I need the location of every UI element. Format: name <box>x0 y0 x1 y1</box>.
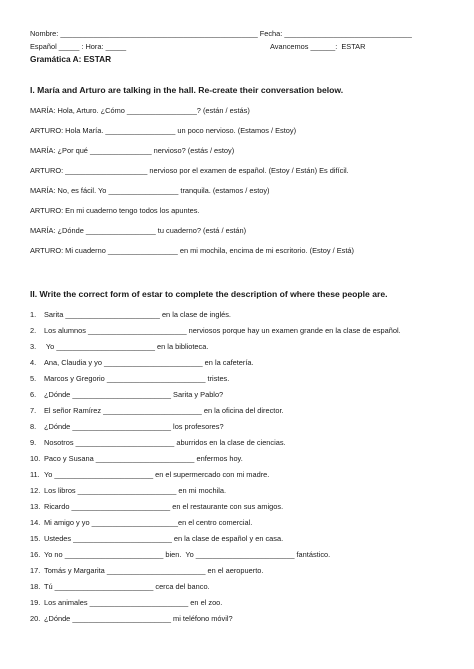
item-text: ¿Dónde ________________________ los profesores? <box>44 422 224 431</box>
item-text: Yo no ________________________ bien. Yo ________________________ fantástico. <box>44 550 331 559</box>
item-text: Los alumnos ________________________ nerviosos porque hay un examen grande en la clase de español. <box>44 326 401 335</box>
dialogue-line: MARÍA: ¿Dónde _________________ tu cuaderno? (está / están) <box>30 226 247 235</box>
item-number: 17. <box>30 566 41 575</box>
name-date-line: Nombre: ________________________________________________ Fecha: _______________________________ <box>30 29 412 38</box>
item-number: 2. <box>30 326 37 335</box>
item-number: 7. <box>30 406 37 415</box>
item-text: Ricardo ________________________ en el restaurante con sus amigos. <box>44 502 284 511</box>
item-text: El señor Ramírez ________________________ en la oficina del director. <box>44 406 284 415</box>
avancemos-line: Avancemos ______: ESTAR <box>270 42 366 51</box>
item-number: 14. <box>30 518 41 527</box>
item-number: 3. <box>30 342 37 351</box>
item-text: Nosotros ________________________ aburridos en la clase de ciencias. <box>44 438 286 447</box>
class-hour-line: Español _____ : Hora: _____ <box>30 42 127 51</box>
item-number: 5. <box>30 374 37 383</box>
dialogue-line: ARTURO: Hola María. _________________ un poco nervioso. (Estamos / Estoy) <box>30 126 297 135</box>
item-number: 6. <box>30 390 37 399</box>
item-text: Ustedes ________________________ en la clase de español y en casa. <box>44 534 284 543</box>
item-text: Paco y Susana ________________________ enfermos hoy. <box>44 454 243 463</box>
item-number: 18. <box>30 582 41 591</box>
item-number: 16. <box>30 550 41 559</box>
dialogue-line: MARÍA: ¿Por qué _______________ nervioso? (estás / estoy) <box>30 146 235 155</box>
dialogue-line: ARTURO: En mi cuaderno tengo todos los apuntes. <box>30 206 200 215</box>
item-number: 15. <box>30 534 41 543</box>
item-number: 20. <box>30 614 41 623</box>
item-number: 1. <box>30 310 37 319</box>
item-number: 12. <box>30 486 41 495</box>
worksheet-subtitle: Gramática A: ESTAR <box>30 54 112 64</box>
item-text: Yo ________________________ en la biblioteca. <box>44 342 209 351</box>
item-number: 10. <box>30 454 41 463</box>
dialogue-line: ARTURO: Mi cuaderno _________________ en mi mochila, encima de mi escritorio. (Estoy / Está) <box>30 246 354 255</box>
item-number: 8. <box>30 422 37 431</box>
item-text: Marcos y Gregorio ________________________ tristes. <box>44 374 230 383</box>
item-text: Los animales ________________________ en el zoo. <box>44 598 223 607</box>
item-number: 11. <box>30 470 40 479</box>
dialogue-line: MARÍA: Hola, Arturo. ¿Cómo _________________? (están / estás) <box>30 106 250 115</box>
section-1-title: I. María and Arturo are talking in the hall. Re-create their conversation below. <box>30 85 344 95</box>
dialogue-line: ARTURO: ____________________ nervioso por el examen de español. (Estoy / Están) Es difícil. <box>30 166 349 175</box>
item-text: Mi amigo y yo _____________________en el centro comercial. <box>44 518 253 527</box>
item-number: 19. <box>30 598 41 607</box>
item-text: Tomás y Margarita ________________________ en el aeropuerto. <box>44 566 264 575</box>
item-text: Ana, Claudia y yo ________________________ en la cafetería. <box>44 358 254 367</box>
item-text: Yo ________________________ en el supermercado con mi madre. <box>44 470 270 479</box>
item-text: ¿Dónde ________________________ Sarita y Pablo? <box>44 390 224 399</box>
item-number: 9. <box>30 438 37 447</box>
item-text: Tú ________________________ cerca del banco. <box>44 582 210 591</box>
item-text: Sarita _______________________ en la clase de inglés. <box>44 310 231 319</box>
item-text: Los libros ________________________ en mi mochila. <box>44 486 227 495</box>
item-text: ¿Dónde ________________________ mi teléfono móvil? <box>44 614 233 623</box>
dialogue-line: MARÍA: No, es fácil. Yo _________________ tranquila. (estamos / estoy) <box>30 186 270 195</box>
item-number: 4. <box>30 358 37 367</box>
item-number: 13. <box>30 502 41 511</box>
section-2-title: II. Write the correct form of estar to complete the description of where these people are. <box>30 289 388 299</box>
